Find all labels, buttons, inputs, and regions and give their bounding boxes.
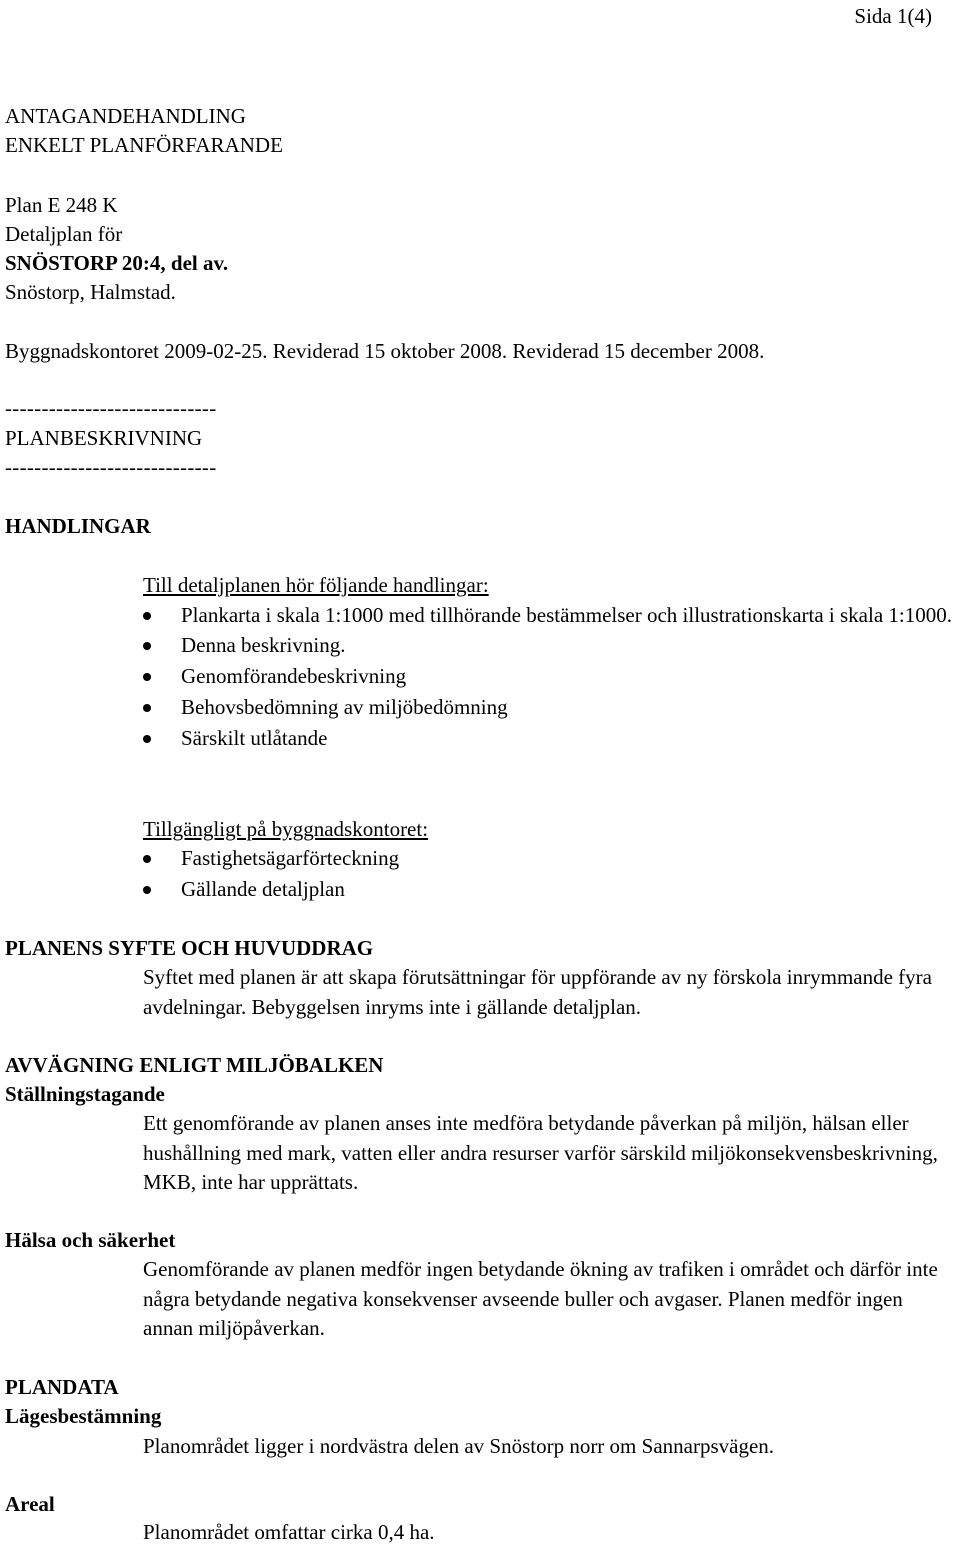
divider-bottom: ----------------------------- <box>5 455 217 479</box>
doc-type-line-1: ANTAGANDEHANDLING <box>5 104 246 128</box>
list-item: Gällande detaljplan <box>143 874 958 905</box>
syfte-heading: PLANENS SYFTE OCH HUVUDDRAG <box>5 936 374 960</box>
avvagning-heading: AVVÄGNING ENLIGT MILJÖBALKEN <box>5 1053 384 1077</box>
handlingar-heading: HANDLINGAR <box>5 514 151 538</box>
list-item: Plankarta i skala 1:1000 med tillhörande bestämmelser och illustrationskarta i skala 1:1000. <box>143 600 958 630</box>
doc-type-line-2: ENKELT PLANFÖRFARANDE <box>5 133 283 157</box>
areal-heading: Areal <box>5 1492 55 1516</box>
lage-heading: Lägesbestämning <box>5 1404 162 1428</box>
list-item: Särskilt utlåtande <box>143 723 958 754</box>
banner-title: PLANBESKRIVNING <box>5 426 203 450</box>
list-item: Genomförandebeskrivning <box>143 661 958 692</box>
page-number: Sida 1(4) <box>854 4 932 28</box>
available-list <box>143 843 958 905</box>
avvagning-text: Ett genomförande av planen anses inte medföra betydande påverkan på miljön, hälsan eller hushållning med mark, vatten eller andra resurser varför särskild miljökonsekvensbeskrivning, MKB, inte har upprättats. <box>143 1111 938 1194</box>
halsa-heading: Hälsa och säkerhet <box>5 1228 176 1252</box>
plan-id: Plan E 248 K <box>5 193 118 217</box>
available-intro: Tillgängligt på byggnadskontoret: <box>143 817 429 841</box>
plandata-heading: PLANDATA <box>5 1375 119 1399</box>
handlingar-intro: Till detaljplanen hör följande handlingar: <box>143 573 489 597</box>
plan-place: Snöstorp, Halmstad. <box>5 280 176 304</box>
list-item: Behovsbedömning av miljöbedömning <box>143 692 958 723</box>
list-item: Fastighetsägarförteckning <box>143 843 958 874</box>
avvagning-subheading: Ställningstagande <box>5 1082 165 1106</box>
list-item: Denna beskrivning. <box>143 630 958 661</box>
plan-name: SNÖSTORP 20:4, del av. <box>5 251 229 275</box>
areal-text: Planområdet omfattar cirka 0,4 ha. <box>143 1520 435 1544</box>
syfte-text: Syftet med planen är att skapa förutsättningar för uppförande av ny förskola inrymmande fyra avdelningar. Bebyggelsen inryms inte i gällande detaljplan. <box>143 965 932 1019</box>
revision-line: Byggnadskontoret 2009-02-25. Reviderad 15 oktober 2008. Reviderad 15 december 2008. <box>5 339 765 363</box>
lage-text: Planområdet ligger i nordvästra delen av Snöstorp norr om Sannarpsvägen. <box>143 1434 775 1458</box>
halsa-text: Genomförande av planen medför ingen betydande ökning av trafiken i området och därför inte några betydande negativa konsekvenser avseende buller och avgaser. Planen medför ingen annan miljöpåverkan. <box>143 1257 938 1340</box>
divider-top: ----------------------------- <box>5 396 217 420</box>
plan-for: Detaljplan för <box>5 222 123 246</box>
handlingar-list <box>143 600 958 754</box>
